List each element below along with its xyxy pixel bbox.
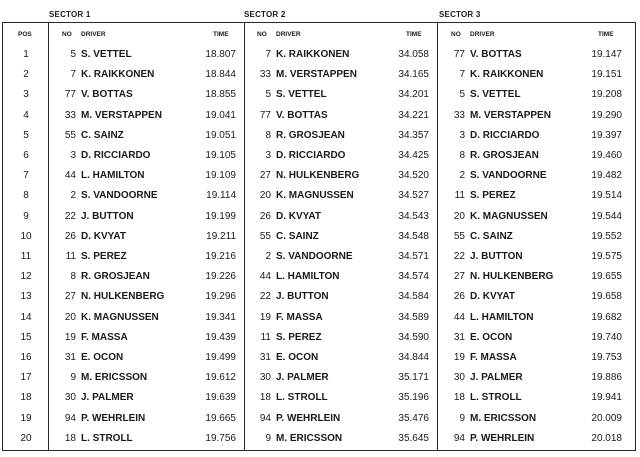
driver-name-cell: M. VERSTAPPEN xyxy=(470,109,551,121)
table-row xyxy=(0,130,640,150)
driver-name-cell: D. KVYAT xyxy=(470,291,516,303)
sector-time-cell: 19.199 xyxy=(205,210,236,222)
sector-time-cell: 19.658 xyxy=(591,291,622,303)
position-cell: 2 xyxy=(23,69,29,81)
driver-name-cell: M. ERICSSON xyxy=(276,432,343,444)
table-row xyxy=(0,352,640,372)
table-row xyxy=(0,89,640,109)
header-driver: DRIVER xyxy=(81,31,106,38)
car-number-cell: 31 xyxy=(259,352,271,363)
sector-time-cell: 19.655 xyxy=(591,271,622,283)
sector-time-cell: 19.216 xyxy=(205,251,236,262)
driver-name-cell: M. VERSTAPPEN xyxy=(81,109,162,121)
position-cell: 5 xyxy=(23,129,29,141)
driver-name-cell: L. HAMILTON xyxy=(81,170,145,182)
sector-1-title: SECTOR 1 xyxy=(49,10,91,19)
sector-time-cell: 34.590 xyxy=(398,331,429,343)
car-number-cell: 8 xyxy=(459,150,465,161)
sector-time-cell: 34.543 xyxy=(398,210,429,222)
driver-name-cell: F. MASSA xyxy=(470,352,517,363)
table-row xyxy=(0,170,640,190)
car-number-cell: 77 xyxy=(259,109,271,121)
car-number-cell: 26 xyxy=(453,291,465,303)
sector-time-cell: 20.009 xyxy=(591,412,622,424)
driver-name-cell: J. BUTTON xyxy=(470,251,523,262)
sector-time-cell: 19.552 xyxy=(591,230,622,242)
sector-time-cell: 19.886 xyxy=(591,372,622,384)
driver-name-cell: J. BUTTON xyxy=(81,210,134,222)
car-number-cell: 30 xyxy=(453,372,465,384)
car-number-cell: 27 xyxy=(453,271,465,283)
sector-time-cell: 34.584 xyxy=(398,291,429,303)
car-number-cell: 19 xyxy=(64,331,76,343)
table-row xyxy=(0,392,640,412)
driver-name-cell: J. PALMER xyxy=(470,372,523,384)
table-row xyxy=(0,190,640,210)
sector-time-cell: 19.941 xyxy=(591,392,622,404)
car-number-cell: 55 xyxy=(453,230,465,242)
driver-name-cell: R. GROSJEAN xyxy=(470,150,539,161)
car-number-cell: 22 xyxy=(453,251,465,262)
driver-name-cell: J. PALMER xyxy=(276,372,329,384)
car-number-cell: 20 xyxy=(259,190,271,202)
sector-time-cell: 19.665 xyxy=(205,412,236,424)
sector-time-cell: 19.051 xyxy=(205,129,236,141)
table-row xyxy=(0,69,640,89)
car-number-cell: 5 xyxy=(459,89,465,101)
car-number-cell: 77 xyxy=(64,89,76,101)
sector-time-cell: 34.574 xyxy=(398,271,429,283)
driver-name-cell: L. HAMILTON xyxy=(470,311,534,323)
car-number-cell: 18 xyxy=(259,392,271,404)
table-row xyxy=(0,291,640,311)
driver-name-cell: K. RAIKKONEN xyxy=(81,69,155,81)
driver-name-cell: L. HAMILTON xyxy=(276,271,340,283)
sector-time-cell: 19.208 xyxy=(591,89,622,101)
driver-name-cell: D. RICCIARDO xyxy=(470,129,540,141)
sector-time-cell: 19.612 xyxy=(205,372,236,384)
car-number-cell: 31 xyxy=(64,352,76,363)
driver-name-cell: K. RAIKKONEN xyxy=(276,49,350,60)
position-cell: 7 xyxy=(23,170,29,182)
car-number-cell: 22 xyxy=(64,210,76,222)
position-cell: 17 xyxy=(20,372,32,384)
driver-name-cell: E. OCON xyxy=(81,352,124,363)
sector-time-cell: 34.548 xyxy=(398,230,429,242)
car-number-cell: 11 xyxy=(454,190,465,202)
car-number-cell: 8 xyxy=(70,271,76,283)
driver-name-cell: D. KVYAT xyxy=(276,210,322,222)
position-cell: 4 xyxy=(23,109,29,121)
driver-name-cell: K. MAGNUSSEN xyxy=(81,311,159,323)
car-number-cell: 33 xyxy=(453,109,465,121)
driver-name-cell: V. BOTTAS xyxy=(276,109,328,121)
position-cell: 10 xyxy=(20,230,32,242)
sector-3-title: SECTOR 3 xyxy=(439,10,481,19)
car-number-cell: 27 xyxy=(64,291,76,303)
car-number-cell: 33 xyxy=(259,69,271,81)
driver-name-cell: V. BOTTAS xyxy=(81,89,133,101)
sector-time-cell: 19.296 xyxy=(205,291,236,303)
car-number-cell: 26 xyxy=(259,210,271,222)
car-number-cell: 7 xyxy=(459,69,465,81)
sector-time-cell: 34.058 xyxy=(398,49,429,60)
sector-time-cell: 19.482 xyxy=(591,170,622,182)
driver-name-cell: L. STROLL xyxy=(81,432,133,444)
driver-name-cell: D. RICCIARDO xyxy=(276,150,346,161)
driver-name-cell: C. SAINZ xyxy=(276,230,319,242)
driver-name-cell: V. BOTTAS xyxy=(470,49,522,60)
header-time: TIME xyxy=(213,31,229,38)
header-no: NO xyxy=(257,31,267,38)
driver-name-cell: E. OCON xyxy=(276,352,319,363)
driver-name-cell: R. GROSJEAN xyxy=(81,271,150,283)
sector-time-cell: 19.575 xyxy=(591,251,622,262)
car-number-cell: 27 xyxy=(259,170,271,182)
sector-time-cell: 34.520 xyxy=(398,170,429,182)
sector-time-cell: 19.756 xyxy=(205,432,236,444)
position-cell: 3 xyxy=(23,89,29,101)
driver-name-cell: N. HULKENBERG xyxy=(276,170,360,182)
driver-name-cell: E. OCON xyxy=(470,331,513,343)
car-number-cell: 11 xyxy=(260,331,271,343)
sector-time-cell: 19.544 xyxy=(591,210,622,222)
car-number-cell: 8 xyxy=(265,129,271,141)
driver-name-cell: P. WEHRLEIN xyxy=(470,432,535,444)
car-number-cell: 3 xyxy=(265,150,271,161)
position-cell: 15 xyxy=(20,331,32,343)
car-number-cell: 22 xyxy=(259,291,271,303)
sector-time-cell: 34.527 xyxy=(398,190,429,202)
sector-time-cell: 18.855 xyxy=(205,89,236,101)
sector-time-cell: 19.041 xyxy=(205,109,236,121)
sector-time-cell: 19.499 xyxy=(205,352,236,363)
sector-time-cell: 35.645 xyxy=(398,432,429,444)
position-cell: 18 xyxy=(20,392,32,404)
table-row xyxy=(0,150,640,170)
driver-name-cell: S. VETTEL xyxy=(276,89,327,101)
sector-time-cell: 19.151 xyxy=(591,69,622,81)
sector-time-cell: 19.397 xyxy=(591,129,622,141)
driver-name-cell: S. PEREZ xyxy=(81,251,127,262)
sector-time-cell: 19.639 xyxy=(205,392,236,404)
sector-time-cell: 19.211 xyxy=(206,230,236,242)
table-row xyxy=(0,110,640,130)
car-number-cell: 5 xyxy=(70,49,76,60)
table-row xyxy=(0,211,640,231)
car-number-cell: 2 xyxy=(265,251,271,262)
position-cell: 1 xyxy=(23,49,29,60)
car-number-cell: 18 xyxy=(64,432,76,444)
car-number-cell: 19 xyxy=(259,311,271,323)
car-number-cell: 33 xyxy=(64,109,76,121)
position-cell: 9 xyxy=(23,210,29,222)
sector-time-cell: 19.105 xyxy=(205,150,236,161)
driver-name-cell: L. STROLL xyxy=(276,392,328,404)
driver-name-cell: M. VERSTAPPEN xyxy=(276,69,357,81)
sector-time-cell: 34.357 xyxy=(398,129,429,141)
car-number-cell: 30 xyxy=(64,392,76,404)
table-row xyxy=(0,433,640,453)
driver-name-cell: S. VETTEL xyxy=(81,49,132,60)
sector-time-cell: 18.807 xyxy=(205,49,236,60)
sector-time-cell: 19.439 xyxy=(205,331,236,343)
sector-time-cell: 34.844 xyxy=(398,352,429,363)
position-cell: 6 xyxy=(23,150,29,161)
car-number-cell: 19 xyxy=(453,352,465,363)
car-number-cell: 94 xyxy=(453,432,465,444)
driver-name-cell: P. WEHRLEIN xyxy=(81,412,146,424)
driver-name-cell: K. MAGNUSSEN xyxy=(276,190,354,202)
header-no: NO xyxy=(451,31,461,38)
table-row xyxy=(0,271,640,291)
car-number-cell: 3 xyxy=(459,129,465,141)
sector-time-cell: 34.165 xyxy=(398,69,429,81)
car-number-cell: 5 xyxy=(265,89,271,101)
driver-name-cell: N. HULKENBERG xyxy=(470,271,554,283)
car-number-cell: 20 xyxy=(64,311,76,323)
driver-name-cell: D. KVYAT xyxy=(81,230,127,242)
position-cell: 20 xyxy=(20,432,32,444)
sector-time-cell: 35.476 xyxy=(398,412,429,424)
driver-name-cell: J. BUTTON xyxy=(276,291,329,303)
sector-time-cell: 34.589 xyxy=(398,311,429,323)
driver-name-cell: S. PEREZ xyxy=(276,331,322,343)
sector-time-cell: 34.201 xyxy=(398,89,429,101)
position-cell: 13 xyxy=(20,291,32,303)
table-row xyxy=(0,231,640,251)
car-number-cell: 3 xyxy=(70,150,76,161)
table-row xyxy=(0,49,640,69)
driver-name-cell: S. VANDOORNE xyxy=(276,251,353,262)
driver-name-cell: L. STROLL xyxy=(470,392,522,404)
header-driver: DRIVER xyxy=(276,31,301,38)
car-number-cell: 77 xyxy=(453,49,465,60)
car-number-cell: 7 xyxy=(265,49,271,60)
car-number-cell: 44 xyxy=(453,311,465,323)
sector-time-cell: 19.753 xyxy=(591,352,622,363)
sector-2-title: SECTOR 2 xyxy=(244,10,286,19)
driver-name-cell: D. RICCIARDO xyxy=(81,150,151,161)
position-cell: 8 xyxy=(23,190,29,202)
sector-time-cell: 19.682 xyxy=(591,311,622,323)
driver-name-cell: K. MAGNUSSEN xyxy=(470,210,548,222)
sector-time-cell: 20.018 xyxy=(591,432,622,444)
driver-name-cell: K. RAIKKONEN xyxy=(470,69,544,81)
header-no: NO xyxy=(62,31,72,38)
sector-time-cell: 19.226 xyxy=(205,271,236,283)
sector-time-cell: 19.114 xyxy=(206,190,236,202)
sector-time-cell: 34.571 xyxy=(398,251,429,262)
car-number-cell: 94 xyxy=(64,412,76,424)
driver-name-cell: J. PALMER xyxy=(81,392,134,404)
sector-time-cell: 19.341 xyxy=(205,311,236,323)
car-number-cell: 44 xyxy=(64,170,76,182)
car-number-cell: 94 xyxy=(259,412,271,424)
car-number-cell: 9 xyxy=(265,432,271,444)
position-cell: 12 xyxy=(20,271,32,283)
sector-time-cell: 35.196 xyxy=(398,392,429,404)
car-number-cell: 9 xyxy=(459,412,465,424)
car-number-cell: 18 xyxy=(453,392,465,404)
driver-name-cell: M. ERICSSON xyxy=(81,372,148,384)
position-cell: 19 xyxy=(20,412,32,424)
driver-name-cell: C. SAINZ xyxy=(470,230,513,242)
car-number-cell: 11 xyxy=(65,251,76,262)
sector-time-cell: 19.514 xyxy=(591,190,622,202)
driver-name-cell: F. MASSA xyxy=(81,331,128,343)
table-row xyxy=(0,312,640,332)
car-number-cell: 30 xyxy=(259,372,271,384)
car-number-cell: 7 xyxy=(70,69,76,81)
driver-name-cell: S. VANDOORNE xyxy=(81,190,158,202)
car-number-cell: 55 xyxy=(64,129,76,141)
table-row xyxy=(0,332,640,352)
sector-time-cell: 19.460 xyxy=(591,150,622,161)
driver-name-cell: N. HULKENBERG xyxy=(81,291,165,303)
sector-time-cell: 34.221 xyxy=(398,109,429,121)
sector-time-cell: 18.844 xyxy=(205,69,236,81)
sector-time-cell: 19.740 xyxy=(591,331,622,343)
driver-name-cell: C. SAINZ xyxy=(81,129,124,141)
car-number-cell: 31 xyxy=(453,331,465,343)
table-row xyxy=(0,372,640,392)
sector-time-cell: 19.147 xyxy=(591,49,622,60)
header-driver: DRIVER xyxy=(470,31,495,38)
sector-time-cell: 19.109 xyxy=(205,170,236,182)
table-row xyxy=(0,251,640,271)
position-cell: 14 xyxy=(20,311,32,323)
car-number-cell: 2 xyxy=(459,170,465,182)
sector-time-cell: 35.171 xyxy=(398,372,429,384)
car-number-cell: 20 xyxy=(453,210,465,222)
car-number-cell: 2 xyxy=(70,190,76,202)
driver-name-cell: F. MASSA xyxy=(276,311,323,323)
header-time: TIME xyxy=(406,31,422,38)
header-time: TIME xyxy=(598,31,614,38)
car-number-cell: 9 xyxy=(70,372,76,384)
sector-time-cell: 19.290 xyxy=(591,109,622,121)
driver-name-cell: P. WEHRLEIN xyxy=(276,412,341,424)
driver-name-cell: R. GROSJEAN xyxy=(276,129,345,141)
position-cell: 11 xyxy=(20,251,32,262)
header-pos: POS xyxy=(18,31,32,38)
car-number-cell: 26 xyxy=(64,230,76,242)
driver-name-cell: M. ERICSSON xyxy=(470,412,537,424)
car-number-cell: 55 xyxy=(259,230,271,242)
position-cell: 16 xyxy=(20,352,32,363)
driver-name-cell: S. PEREZ xyxy=(470,190,516,202)
driver-name-cell: S. VETTEL xyxy=(470,89,521,101)
table-row xyxy=(0,413,640,433)
car-number-cell: 44 xyxy=(259,271,271,283)
driver-name-cell: S. VANDOORNE xyxy=(470,170,547,182)
sector-time-cell: 34.425 xyxy=(398,150,429,161)
